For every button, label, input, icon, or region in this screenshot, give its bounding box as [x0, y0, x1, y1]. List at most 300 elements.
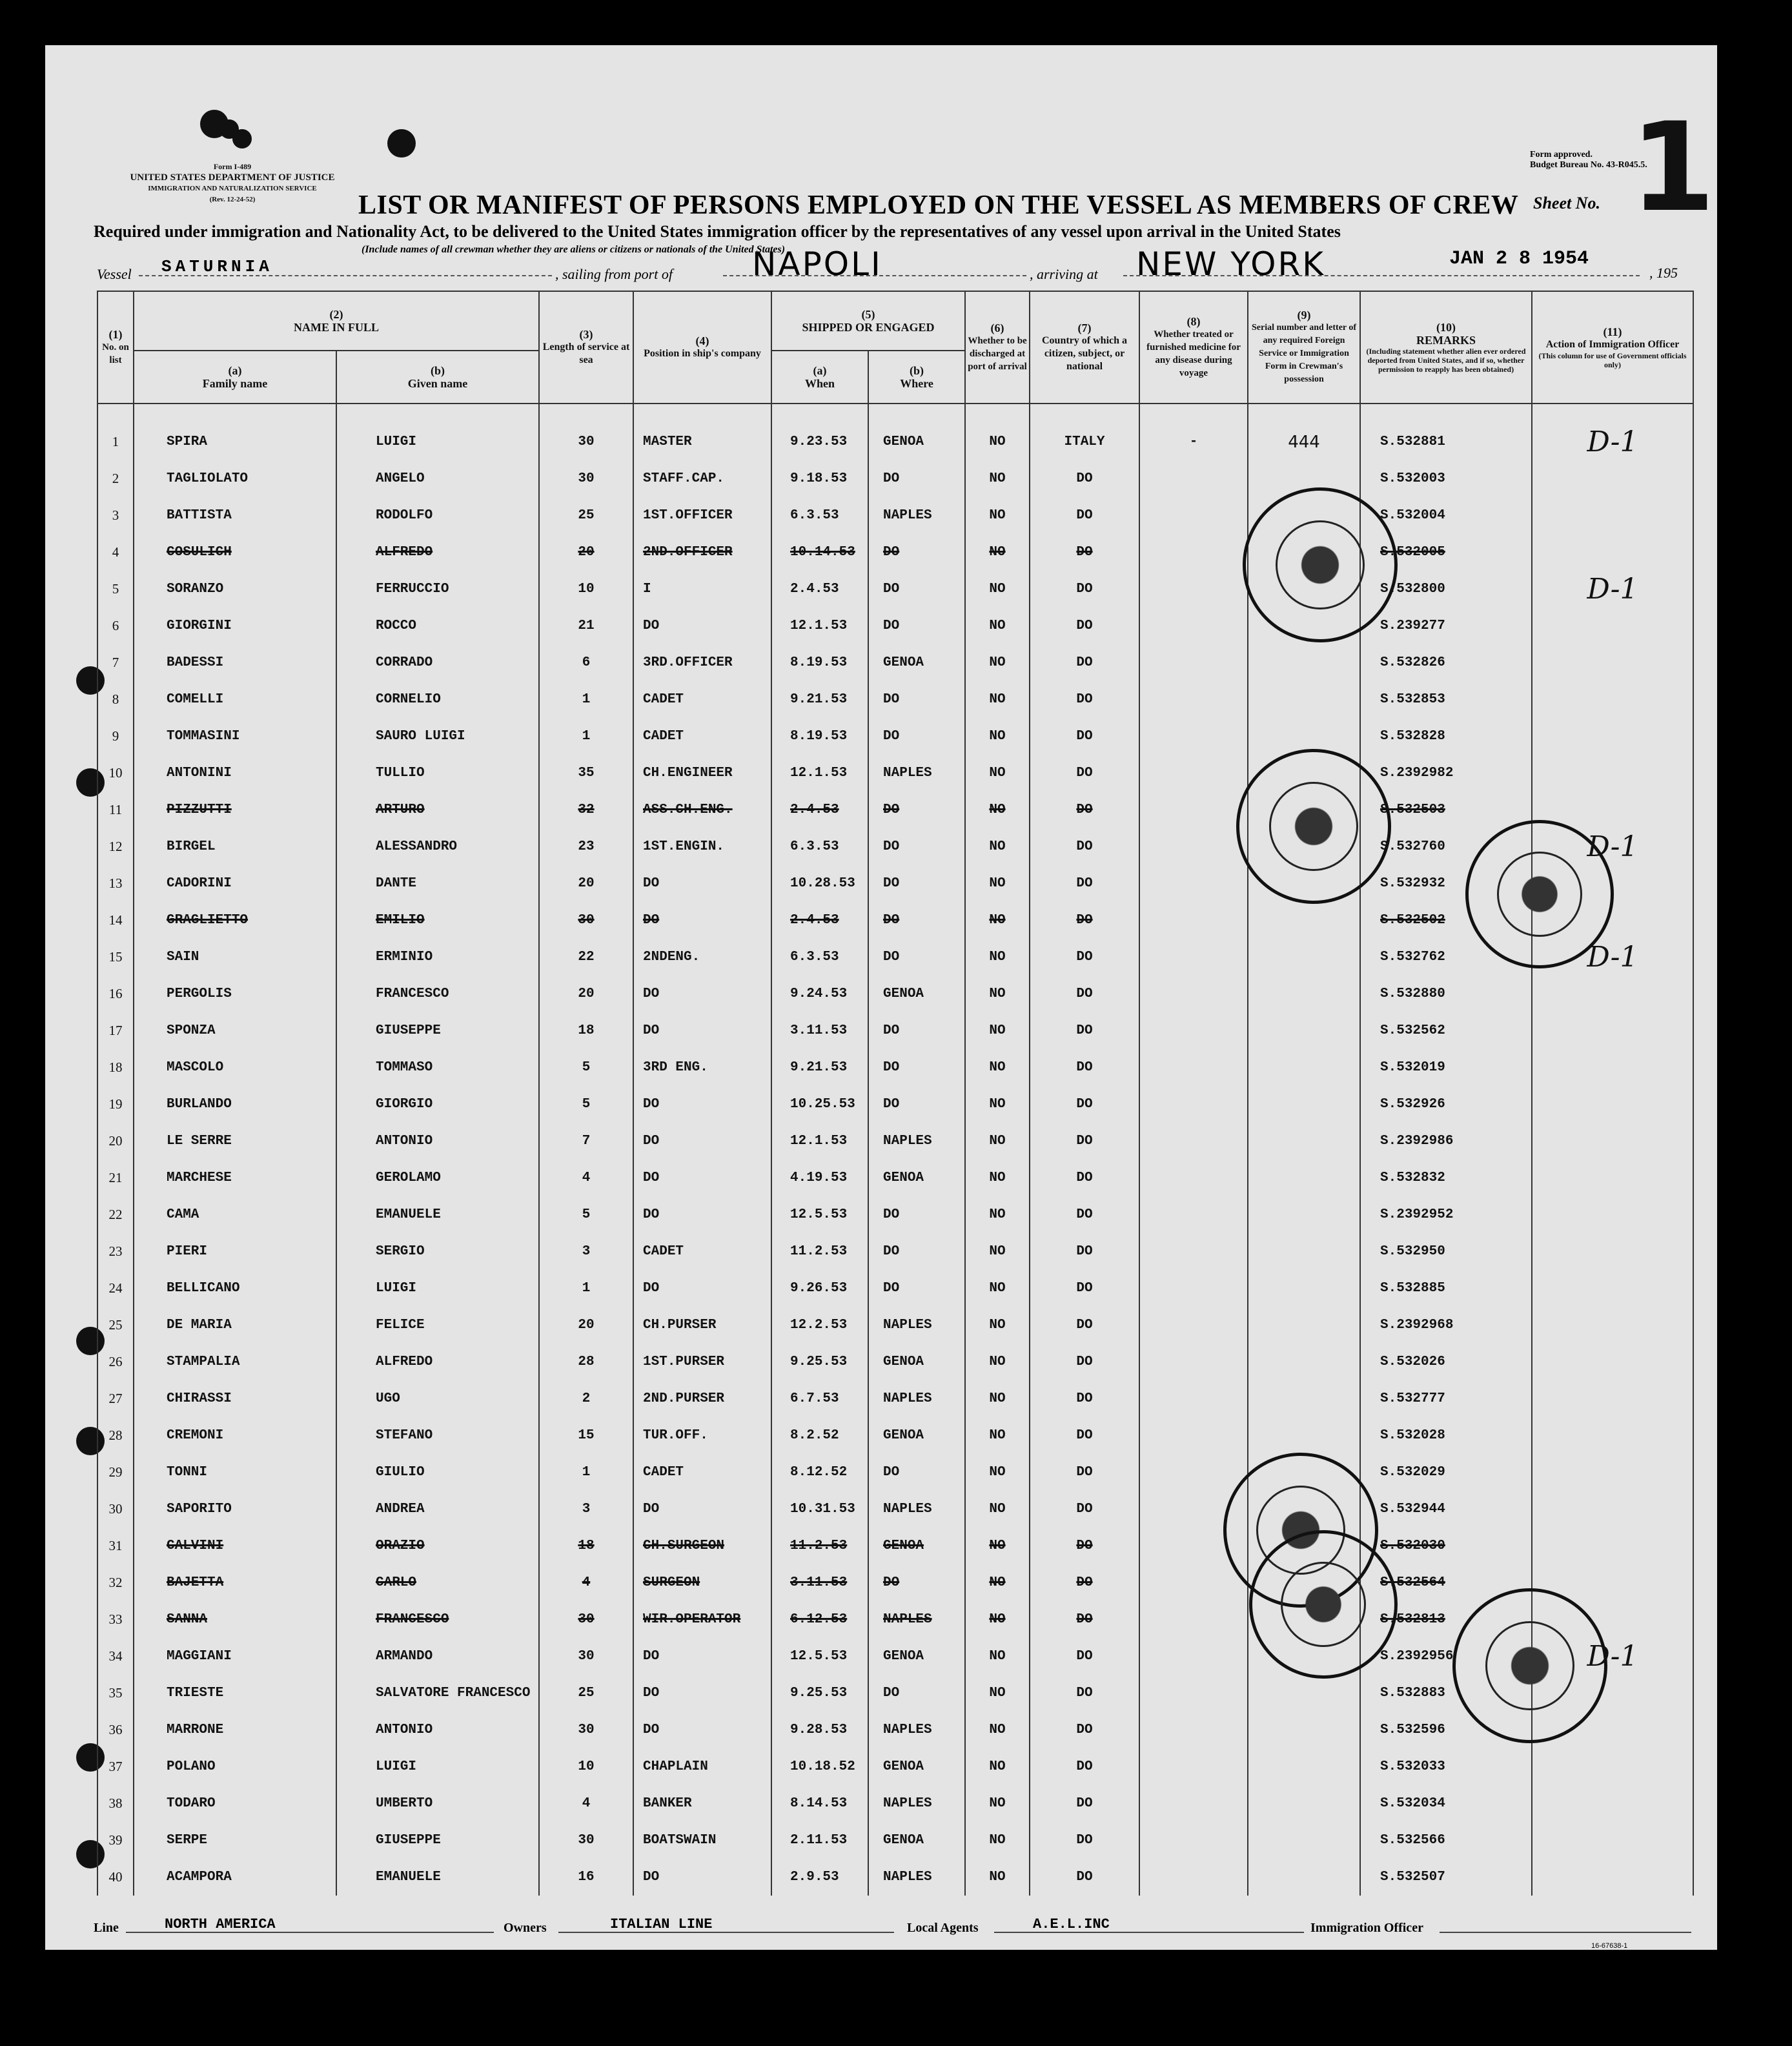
shipped-when-cell: 10.18.52	[771, 1748, 868, 1785]
given-name-cell: GIULIO	[336, 1454, 539, 1491]
nationality-cell: DO	[1030, 1123, 1139, 1160]
shipped-where-cell: GENOA	[868, 1160, 965, 1196]
length-of-service-cell: 10	[539, 1748, 633, 1785]
medicine-cell	[1139, 497, 1248, 534]
medicine-cell	[1139, 1638, 1248, 1675]
agency-block	[90, 161, 374, 205]
position-cell: DO	[633, 1196, 771, 1233]
shipped-where-cell: GENOA	[868, 976, 965, 1012]
immigration-action-cell	[1532, 1233, 1693, 1270]
serial-number-cell	[1248, 1086, 1360, 1123]
shipped-when-cell: 9.21.53	[771, 1049, 868, 1086]
shipped-where-cell: DO	[868, 1270, 965, 1307]
nationality-cell: DO	[1030, 1822, 1139, 1859]
medicine-cell	[1139, 828, 1248, 865]
shipped-where-cell: DO	[868, 1675, 965, 1712]
row-number-cell: 18	[97, 1049, 134, 1086]
table-row	[97, 608, 1693, 644]
line-value: NORTH AMERICA	[165, 1916, 276, 1932]
col-serial-header: (9) Serial number and letter of any required Foreign Service or Immigration Form in Crewman's possession	[1248, 291, 1360, 404]
discharged-cell: NO	[965, 1049, 1030, 1086]
port-from: NAPOLI	[752, 245, 882, 283]
discharged-cell: NO	[965, 1601, 1030, 1638]
service-name: IMMIGRATION AND NATURALIZATION SERVICE	[148, 185, 317, 192]
agents-label: Local Agents	[907, 1921, 979, 1935]
family-name-cell: BIRGEL	[134, 828, 336, 865]
serial-number-cell	[1248, 939, 1360, 976]
remarks-cell: S.532950	[1360, 1233, 1532, 1270]
nationality-cell: DO	[1030, 1012, 1139, 1049]
row-number-cell: 7	[97, 644, 134, 681]
table-row	[97, 976, 1693, 1012]
length-of-service-cell: 32	[539, 792, 633, 828]
length-of-service-cell: 1	[539, 1270, 633, 1307]
shipped-where-cell: GENOA	[868, 1417, 965, 1454]
table-row	[97, 1196, 1693, 1233]
nationality-cell: DO	[1030, 1049, 1139, 1086]
length-of-service-cell: 22	[539, 939, 633, 976]
col-family-header: (a) Family name	[134, 351, 336, 404]
nationality-cell: DO	[1030, 681, 1139, 718]
nationality-cell: DO	[1030, 1601, 1139, 1638]
discharged-cell: NO	[965, 608, 1030, 644]
row-number-cell: 8	[97, 681, 134, 718]
serial-number-cell	[1248, 1270, 1360, 1307]
remarks-cell: S.532800	[1360, 571, 1532, 608]
row-number-cell: 22	[97, 1196, 134, 1233]
col-where-header: (b) Where	[868, 351, 965, 404]
position-cell: DO	[633, 1012, 771, 1049]
position-cell: CADET	[633, 681, 771, 718]
position-cell: SURGEON	[633, 1564, 771, 1601]
discharged-cell: NO	[965, 534, 1030, 571]
discharged-cell: NO	[965, 1564, 1030, 1601]
length-of-service-cell: 21	[539, 608, 633, 644]
nationality-cell: DO	[1030, 1638, 1139, 1675]
shipped-where-cell: NAPLES	[868, 755, 965, 792]
table-row	[97, 1049, 1693, 1086]
family-name-cell: BATTISTA	[134, 497, 336, 534]
family-name-cell: PERGOLIS	[134, 976, 336, 1012]
length-of-service-cell: 30	[539, 404, 633, 460]
family-name-cell: CHIRASSI	[134, 1380, 336, 1417]
given-name-cell: FRANCESCO	[336, 1601, 539, 1638]
remarks-cell: S.532832	[1360, 1160, 1532, 1196]
row-number-cell: 19	[97, 1086, 134, 1123]
medicine-cell	[1139, 1785, 1248, 1822]
position-cell: 2ND.OFFICER	[633, 534, 771, 571]
given-name-cell: GIORGIO	[336, 1086, 539, 1123]
family-name-cell: CREMONI	[134, 1417, 336, 1454]
shipped-where-cell: DO	[868, 571, 965, 608]
shipped-where-cell: DO	[868, 608, 965, 644]
given-name-cell: CARLO	[336, 1564, 539, 1601]
immigration-action-cell: D-1	[1532, 939, 1693, 976]
row-number-cell: 5	[97, 571, 134, 608]
sheet-label: Sheet No.	[1533, 194, 1600, 212]
row-number-cell: 34	[97, 1638, 134, 1675]
page-subnote: (Include names of all crewman whether they are aliens or citizens or nationals of the United States)	[361, 244, 786, 255]
shipped-when-cell: 12.5.53	[771, 1638, 868, 1675]
medicine-cell	[1139, 534, 1248, 571]
table-row	[97, 404, 1693, 460]
discharged-cell: NO	[965, 792, 1030, 828]
vessel-name: SATURNIA	[161, 257, 273, 276]
nationality-cell: DO	[1030, 1528, 1139, 1564]
row-number-cell: 33	[97, 1601, 134, 1638]
row-number-cell: 26	[97, 1344, 134, 1380]
remarks-cell: S.532004	[1360, 497, 1532, 534]
family-name-cell: SPIRA	[134, 404, 336, 460]
family-name-cell: MARRONE	[134, 1712, 336, 1748]
position-cell: 3RD.OFFICER	[633, 644, 771, 681]
family-name-cell: BURLANDO	[134, 1086, 336, 1123]
length-of-service-cell: 25	[539, 497, 633, 534]
given-name-cell: LUIGI	[336, 404, 539, 460]
shipped-where-cell: GENOA	[868, 1748, 965, 1785]
position-cell: 3RD ENG.	[633, 1049, 771, 1086]
discharged-cell: NO	[965, 1712, 1030, 1748]
length-of-service-cell: 16	[539, 1859, 633, 1896]
shipped-when-cell: 8.19.53	[771, 718, 868, 755]
length-of-service-cell: 5	[539, 1086, 633, 1123]
table-row	[97, 1012, 1693, 1049]
given-name-cell: LUIGI	[336, 1270, 539, 1307]
shipped-when-cell: 8.19.53	[771, 644, 868, 681]
col-country-header: (7) Country of which a citizen, subject, or national	[1030, 291, 1139, 404]
shipped-when-cell: 11.2.53	[771, 1233, 868, 1270]
arriving-label: , arriving at	[1030, 266, 1098, 282]
medicine-cell	[1139, 644, 1248, 681]
remarks-cell: S.532596	[1360, 1712, 1532, 1748]
serial-number-cell	[1248, 902, 1360, 939]
given-name-cell: SERGIO	[336, 1233, 539, 1270]
remarks-cell: S.532760	[1360, 828, 1532, 865]
immigration-action-cell	[1532, 1196, 1693, 1233]
serial-number-cell	[1248, 1123, 1360, 1160]
col-when-header: (a) When	[771, 351, 868, 404]
given-name-cell: ARTURO	[336, 792, 539, 828]
immigration-action-cell	[1532, 1748, 1693, 1785]
nationality-cell: DO	[1030, 497, 1139, 534]
shipped-where-cell: NAPLES	[868, 1491, 965, 1528]
length-of-service-cell: 2	[539, 1380, 633, 1417]
nationality-cell: DO	[1030, 1712, 1139, 1748]
family-name-cell: TODARO	[134, 1785, 336, 1822]
col-name-header: (2) NAME IN FULL	[134, 291, 539, 351]
shipped-when-cell: 10.14.53	[771, 534, 868, 571]
discharged-cell: NO	[965, 644, 1030, 681]
family-name-cell: MASCOLO	[134, 1049, 336, 1086]
shipped-when-cell: 3.11.53	[771, 1564, 868, 1601]
row-number-cell: 23	[97, 1233, 134, 1270]
given-name-cell: ARMANDO	[336, 1638, 539, 1675]
immigration-action-cell: D-1	[1532, 404, 1693, 460]
immigration-action-cell	[1532, 534, 1693, 571]
position-cell: DO	[633, 865, 771, 902]
discharged-cell: NO	[965, 1528, 1030, 1564]
discharged-cell: NO	[965, 404, 1030, 460]
nationality-cell: DO	[1030, 1160, 1139, 1196]
medicine-cell	[1139, 1086, 1248, 1123]
immigration-action-cell	[1532, 1785, 1693, 1822]
discharged-cell: NO	[965, 976, 1030, 1012]
medicine-cell	[1139, 1601, 1248, 1638]
nationality-cell: DO	[1030, 828, 1139, 865]
row-number-cell: 36	[97, 1712, 134, 1748]
remarks-cell: S.532507	[1360, 1859, 1532, 1896]
family-name-cell: SPONZA	[134, 1012, 336, 1049]
position-cell: DO	[633, 1859, 771, 1896]
shipped-where-cell: DO	[868, 681, 965, 718]
given-name-cell: ANTONIO	[336, 1123, 539, 1160]
port-to: NEW YORK	[1136, 245, 1326, 283]
row-number-cell: 28	[97, 1417, 134, 1454]
row-number-cell: 37	[97, 1748, 134, 1785]
shipped-where-cell: DO	[868, 865, 965, 902]
length-of-service-cell: 30	[539, 1638, 633, 1675]
shipped-when-cell: 12.1.53	[771, 755, 868, 792]
remarks-cell: S.532777	[1360, 1380, 1532, 1417]
nationality-cell: DO	[1030, 1748, 1139, 1785]
remarks-cell: S.532853	[1360, 681, 1532, 718]
nationality-cell: DO	[1030, 1417, 1139, 1454]
consulate-stamp	[1249, 1530, 1398, 1679]
table-row	[97, 1564, 1693, 1601]
immigration-action-cell	[1532, 976, 1693, 1012]
family-name-cell: PIERI	[134, 1233, 336, 1270]
serial-number-cell	[1248, 1675, 1360, 1712]
shipped-when-cell: 12.5.53	[771, 1196, 868, 1233]
position-cell: BOATSWAIN	[633, 1822, 771, 1859]
length-of-service-cell: 20	[539, 534, 633, 571]
discharged-cell: NO	[965, 718, 1030, 755]
officer-signature	[1446, 1888, 1454, 1936]
position-cell: DO	[633, 1160, 771, 1196]
serial-number-cell	[1248, 1233, 1360, 1270]
row-number-cell: 35	[97, 1675, 134, 1712]
medicine-cell	[1139, 1380, 1248, 1417]
shipped-where-cell: DO	[868, 1049, 965, 1086]
shipped-when-cell: 12.1.53	[771, 608, 868, 644]
position-cell: BANKER	[633, 1785, 771, 1822]
serial-number-cell	[1248, 1196, 1360, 1233]
discharged-cell: NO	[965, 1123, 1030, 1160]
nationality-cell: ITALY	[1030, 404, 1139, 460]
family-name-cell: CALVINI	[134, 1528, 336, 1564]
position-cell: 2ND.PURSER	[633, 1380, 771, 1417]
remarks-cell: S.532503	[1360, 792, 1532, 828]
immigration-action-cell	[1532, 1270, 1693, 1307]
table-row	[97, 1233, 1693, 1270]
form-code: 16-67638-1	[1591, 1942, 1628, 1950]
page-subtitle: Required under immigration and Nationality Act, to be delivered to the United States immigration officer by the representatives of any vessel upon arrival in the United States	[94, 222, 1341, 241]
family-name-cell: BADESSI	[134, 644, 336, 681]
remarks-cell: S.532932	[1360, 865, 1532, 902]
shipped-where-cell: DO	[868, 1196, 965, 1233]
shipped-where-cell: DO	[868, 902, 965, 939]
immigration-action-cell	[1532, 1380, 1693, 1417]
position-cell: CHAPLAIN	[633, 1748, 771, 1785]
length-of-service-cell: 18	[539, 1012, 633, 1049]
given-name-cell: ALESSANDRO	[336, 828, 539, 865]
immigration-action-cell	[1532, 1859, 1693, 1896]
remarks-cell: S.532880	[1360, 976, 1532, 1012]
immigration-action-cell	[1532, 755, 1693, 792]
given-name-cell: ERMINIO	[336, 939, 539, 976]
given-name-cell: FELICE	[336, 1307, 539, 1344]
shipped-where-cell: GENOA	[868, 1638, 965, 1675]
consulate-stamp	[1452, 1588, 1607, 1743]
nationality-cell: DO	[1030, 1196, 1139, 1233]
nationality-cell: DO	[1030, 1785, 1139, 1822]
remarks-cell: S.532026	[1360, 1344, 1532, 1380]
family-name-cell: TONNI	[134, 1454, 336, 1491]
shipped-when-cell: 6.3.53	[771, 939, 868, 976]
shipped-where-cell: DO	[868, 1086, 965, 1123]
sheet-number: 1	[1630, 96, 1716, 239]
given-name-cell: EMANUELE	[336, 1859, 539, 1896]
given-name-cell: ANGELO	[336, 460, 539, 497]
table-row	[97, 571, 1693, 608]
remarks-cell: S.532826	[1360, 644, 1532, 681]
immigration-action-cell	[1532, 1344, 1693, 1380]
position-cell: DO	[633, 1270, 771, 1307]
remarks-cell: S.532030	[1360, 1528, 1532, 1564]
position-cell: DO	[633, 902, 771, 939]
year-suffix: , 195	[1649, 265, 1678, 281]
length-of-service-cell: 18	[539, 1528, 633, 1564]
serial-number-cell	[1248, 1417, 1360, 1454]
serial-number-cell	[1248, 1380, 1360, 1417]
length-of-service-cell: 30	[539, 460, 633, 497]
consulate-stamp	[1243, 487, 1398, 642]
position-cell: DO	[633, 608, 771, 644]
nationality-cell: DO	[1030, 755, 1139, 792]
discharged-cell: NO	[965, 1417, 1030, 1454]
discharged-cell: NO	[965, 865, 1030, 902]
length-of-service-cell: 15	[539, 1417, 633, 1454]
table-row	[97, 792, 1693, 828]
medicine-cell	[1139, 460, 1248, 497]
nationality-cell: DO	[1030, 460, 1139, 497]
serial-number-cell	[1248, 1049, 1360, 1086]
col-position-header: (4) Position in ship's company	[633, 291, 771, 404]
row-number-cell: 40	[97, 1859, 134, 1896]
immigration-action-cell	[1532, 1049, 1693, 1086]
medicine-cell	[1139, 939, 1248, 976]
immigration-action-cell	[1532, 460, 1693, 497]
serial-number-cell	[1248, 1307, 1360, 1344]
immigration-action-cell	[1532, 497, 1693, 534]
table-row	[97, 1491, 1693, 1528]
length-of-service-cell: 20	[539, 1307, 633, 1344]
shipped-when-cell: 8.2.52	[771, 1417, 868, 1454]
line-label: Line	[94, 1921, 119, 1935]
discharged-cell: NO	[965, 497, 1030, 534]
length-of-service-cell: 5	[539, 1049, 633, 1086]
family-name-cell: ACAMPORA	[134, 1859, 336, 1896]
remarks-cell: S.532564	[1360, 1564, 1532, 1601]
table-row	[97, 1380, 1693, 1417]
col-given-header: (b) Given name	[336, 351, 539, 404]
shipped-when-cell: 10.25.53	[771, 1086, 868, 1123]
table-row	[97, 1417, 1693, 1454]
row-number-cell: 31	[97, 1528, 134, 1564]
family-name-cell: DE MARIA	[134, 1307, 336, 1344]
table-row	[97, 534, 1693, 571]
discharged-cell: NO	[965, 1307, 1030, 1344]
length-of-service-cell: 30	[539, 1601, 633, 1638]
medicine-cell	[1139, 608, 1248, 644]
given-name-cell: DANTE	[336, 865, 539, 902]
nationality-cell: DO	[1030, 608, 1139, 644]
serial-number-cell	[1248, 976, 1360, 1012]
length-of-service-cell: 20	[539, 865, 633, 902]
immigration-action-cell	[1532, 1123, 1693, 1160]
discharged-cell: NO	[965, 1160, 1030, 1196]
medicine-cell	[1139, 718, 1248, 755]
immigration-action-cell	[1532, 1454, 1693, 1491]
shipped-when-cell: 8.14.53	[771, 1785, 868, 1822]
shipped-when-cell: 10.31.53	[771, 1491, 868, 1528]
given-name-cell: GIUSEPPE	[336, 1012, 539, 1049]
position-cell: DO	[633, 1638, 771, 1675]
shipped-when-cell: 10.28.53	[771, 865, 868, 902]
agents-value: A.E.L.INC	[1033, 1916, 1110, 1932]
medicine-cell	[1139, 571, 1248, 608]
position-cell: CADET	[633, 1454, 771, 1491]
table-row	[97, 902, 1693, 939]
given-name-cell: CORNELIO	[336, 681, 539, 718]
nationality-cell: DO	[1030, 1270, 1139, 1307]
row-number-cell: 13	[97, 865, 134, 902]
table-row	[97, 644, 1693, 681]
table-row	[97, 1123, 1693, 1160]
consulate-stamp	[1465, 820, 1614, 968]
immigration-action-cell	[1532, 718, 1693, 755]
table-row	[97, 865, 1693, 902]
officer-label: Immigration Officer	[1310, 1921, 1423, 1935]
position-cell: WIR.OPERATOR	[633, 1601, 771, 1638]
remarks-cell: S.239277	[1360, 608, 1532, 644]
discharged-cell: NO	[965, 939, 1030, 976]
length-of-service-cell: 30	[539, 1712, 633, 1748]
consulate-stamp	[1236, 749, 1391, 904]
shipped-when-cell: 9.21.53	[771, 681, 868, 718]
nationality-cell: DO	[1030, 1307, 1139, 1344]
given-name-cell: SALVATORE FRANCESCO	[336, 1675, 539, 1712]
shipped-where-cell: GENOA	[868, 404, 965, 460]
table-row	[97, 1454, 1693, 1491]
row-number-cell: 32	[97, 1564, 134, 1601]
immigration-action-cell	[1532, 1012, 1693, 1049]
nationality-cell: DO	[1030, 534, 1139, 571]
revision-date: (Rev. 12-24-52)	[209, 196, 256, 203]
medicine-cell	[1139, 1417, 1248, 1454]
medicine-cell	[1139, 1307, 1248, 1344]
medicine-cell	[1139, 1344, 1248, 1380]
shipped-when-cell: 2.4.53	[771, 792, 868, 828]
row-number-cell: 15	[97, 939, 134, 976]
family-name-cell: SERPE	[134, 1822, 336, 1859]
serial-number-cell	[1248, 1785, 1360, 1822]
discharged-cell: NO	[965, 1454, 1030, 1491]
col-action-header: (11) Action of Immigration Officer (This column for use of Government officials only)	[1532, 291, 1693, 404]
given-name-cell: EMILIO	[336, 902, 539, 939]
remarks-cell: S.532944	[1360, 1491, 1532, 1528]
shipped-when-cell: 11.2.53	[771, 1528, 868, 1564]
